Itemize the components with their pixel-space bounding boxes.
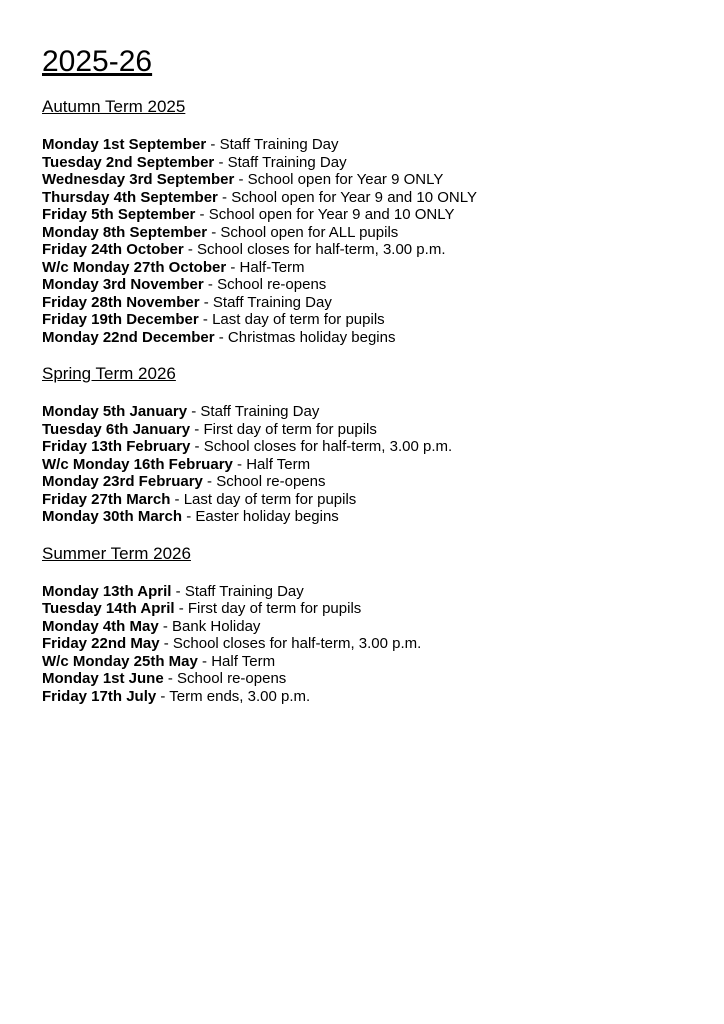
event-separator: - [159,635,173,652]
event-description: Staff Training Day [219,136,339,153]
event-list [42,403,682,526]
event-date: Wednesday 3rd September [42,171,235,188]
event-separator: - [232,455,247,473]
event-description: Staff Training Day [227,153,347,171]
event-separator: - [198,311,213,328]
event-date: Friday 17th July [42,687,157,705]
event-description: Last day of term for pupils [212,311,385,328]
event-date: Tuesday 2nd September [42,153,215,171]
event-date: Friday 5th September [42,206,196,223]
event-separator: - [190,420,204,438]
event-date: Monday 5th January [42,403,188,420]
event-line [42,670,682,688]
event-line [42,154,682,172]
event-description: Half Term [246,455,311,473]
event-description: Staff Training Day [212,293,332,311]
event-line [42,508,682,526]
event-description: School re-opens [177,670,287,687]
event-date: Friday 28th November [42,293,200,311]
event-date: Monday 4th May [42,617,159,635]
event-separator: - [217,188,232,206]
event-description: School closes for half-term, 3.00 p.m. [172,635,422,652]
event-date: Friday 13th February [42,438,191,455]
event-line [42,259,682,277]
event-line [42,456,682,474]
event-date: Monday 1st September [42,136,207,153]
event-date: Tuesday 6th January [42,420,191,438]
event-date: Friday 27th March [42,490,171,508]
event-separator: - [171,582,185,600]
event-separator: - [197,652,212,670]
event-separator: - [207,223,221,241]
event-line [42,136,682,154]
event-separator: - [163,670,178,687]
event-line [42,189,682,207]
event-description: School open for ALL pupils [220,223,399,241]
event-separator: - [183,241,198,258]
event-line [42,583,682,601]
event-description: First day of term for pupils [203,420,377,438]
event-date: Friday 19th December [42,311,199,328]
event-separator: - [214,153,228,171]
event-description: Last day of term for pupils [183,490,357,508]
event-date: Thursday 4th September [42,188,218,206]
event-description: School closes for half-term, 3.00 p.m. [197,241,446,258]
term-heading: Autumn Term 2025 [42,97,186,116]
event-separator: - [199,293,213,311]
event-separator: - [202,473,217,490]
term-section [42,363,682,526]
term-sections [42,96,682,705]
event-separator: - [226,258,240,276]
event-date: Monday 3rd November [42,276,204,293]
event-date: Monday 22nd December [42,328,215,346]
event-list [42,136,682,346]
event-date: Friday 24th October [42,241,184,258]
event-separator: - [190,438,204,455]
event-separator: - [158,617,173,635]
term-section [42,96,682,346]
event-description: Half-Term [239,258,305,276]
event-separator: - [195,206,209,223]
event-description: Staff Training Day [184,582,304,600]
event-separator: - [187,403,201,420]
event-description: Term ends, 3.00 p.m. [169,687,311,705]
event-line [42,276,682,294]
event-line [42,438,682,456]
event-separator: - [206,136,220,153]
event-list [42,583,682,706]
event-date: Monday 30th March [42,508,183,525]
event-date: Monday 13th April [42,582,172,600]
event-description: School open for Year 9 and 10 ONLY [208,206,455,223]
event-description: Staff Training Day [200,403,320,420]
event-date: Monday 8th September [42,223,208,241]
event-line [42,329,682,347]
event-description: School open for Year 9 and 10 ONLY [231,188,477,206]
event-line [42,241,682,259]
event-date: W/c Monday 25th May [42,652,198,670]
event-date: W/c Monday 16th February [42,455,233,473]
event-description: Easter holiday begins [195,508,339,525]
event-description: School open for Year 9 ONLY [247,171,444,188]
event-line [42,618,682,636]
event-line [42,311,682,329]
event-description: Half Term [211,652,276,670]
event-line [42,653,682,671]
event-separator: - [203,276,218,293]
event-separator: - [234,171,248,188]
term-heading: Spring Term 2026 [42,364,176,383]
event-description: School re-opens [216,473,326,490]
event-line [42,171,682,189]
event-line [42,600,682,618]
event-line [42,403,682,421]
event-description: First day of term for pupils [187,600,362,617]
event-line [42,635,682,653]
event-date: W/c Monday 27th October [42,258,227,276]
event-separator: - [156,687,170,705]
event-separator: - [174,600,188,617]
term-heading: Summer Term 2026 [42,543,191,563]
event-separator: - [170,490,184,508]
event-date: Tuesday 14th April [42,600,175,617]
event-separator: - [214,328,228,346]
event-line [42,294,682,312]
event-description: School re-opens [217,276,327,293]
event-line [42,224,682,242]
event-description: Christmas holiday begins [227,328,396,346]
event-date: Monday 1st June [42,670,164,687]
page-title: 2025-26 [42,45,153,78]
event-line [42,421,682,439]
event-date: Monday 23rd February [42,473,203,490]
event-line [42,688,682,706]
event-line [42,491,682,509]
event-description: Bank Holiday [172,617,261,635]
event-date: Friday 22nd May [42,635,160,652]
event-description: School closes for half-term, 3.00 p.m. [203,438,453,455]
event-separator: - [182,508,196,525]
term-section [42,543,682,706]
event-line [42,206,682,224]
event-line [42,473,682,491]
